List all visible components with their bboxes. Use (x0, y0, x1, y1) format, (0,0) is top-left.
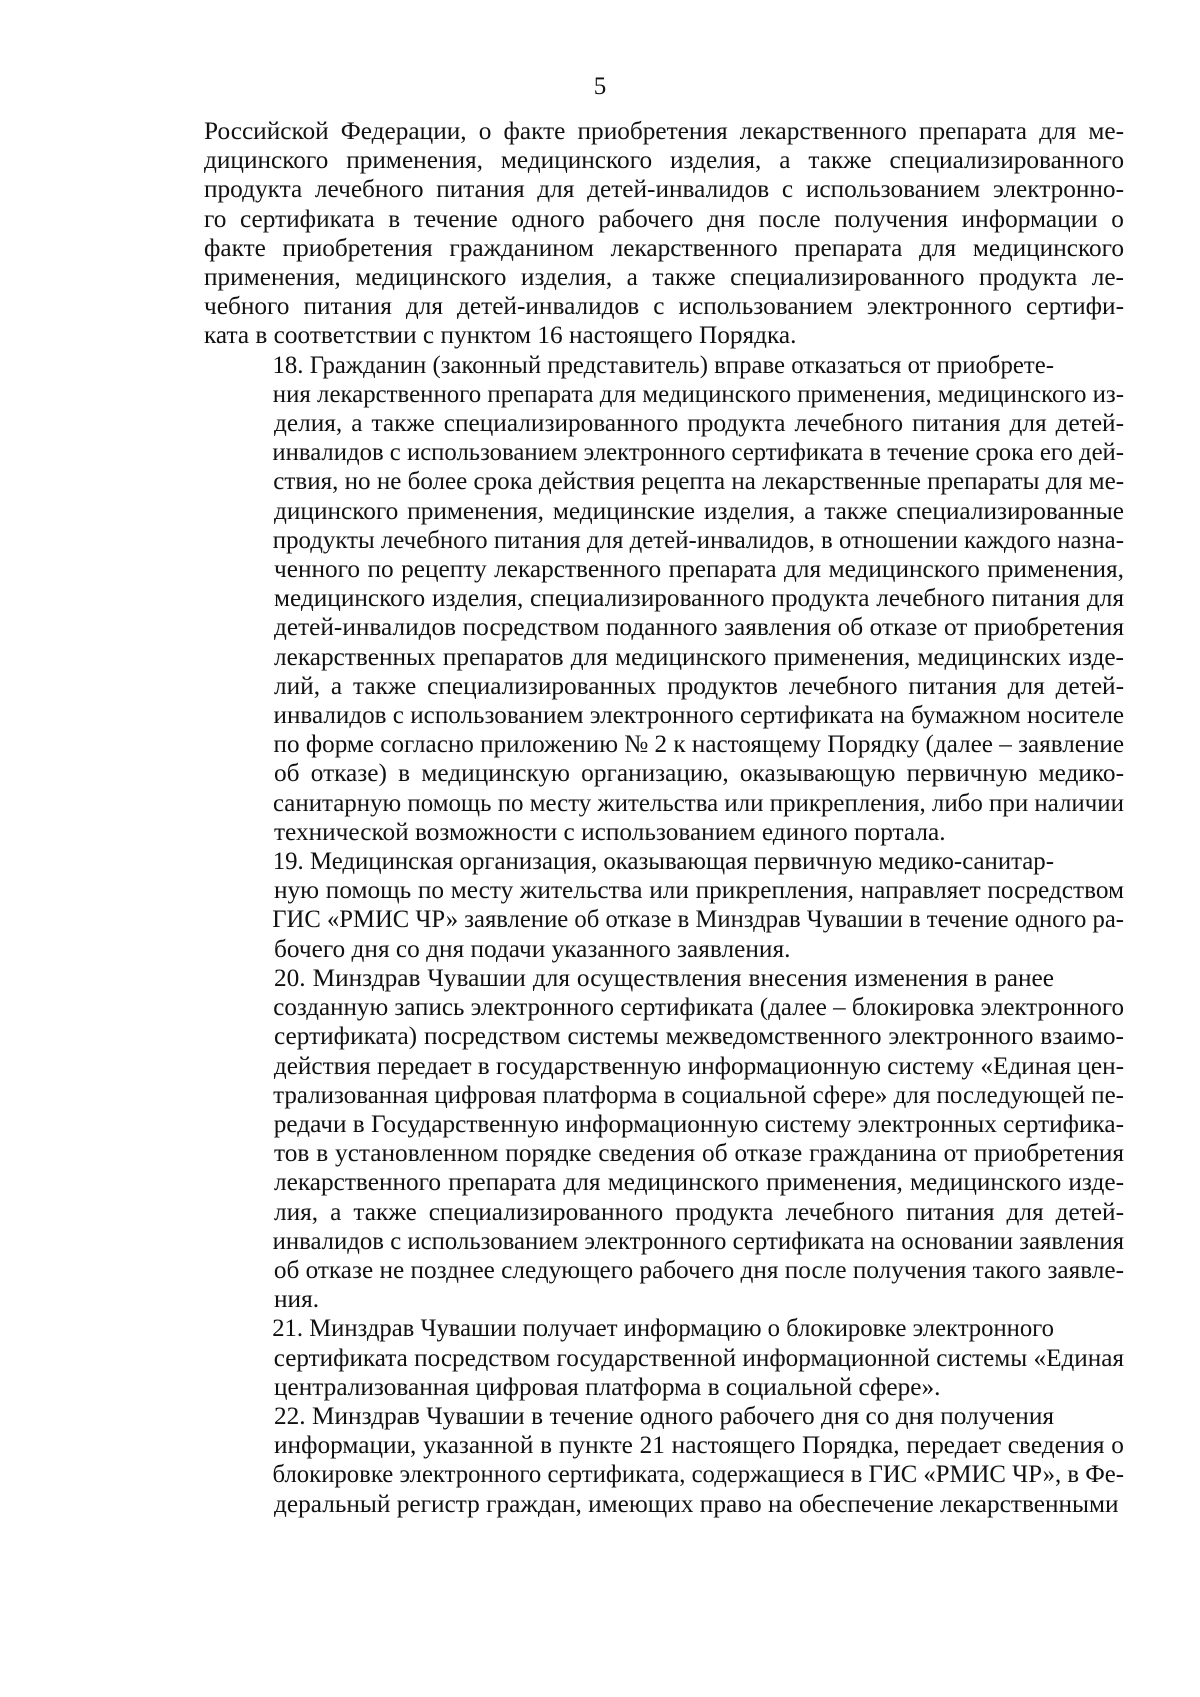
text-line: 20. Минздрав Чувашии для осуществления внесения изменения в ранее (274, 963, 1054, 992)
text-line: чебного питания для детей-инвалидов с использованием электронного сертифи- (204, 292, 1124, 321)
text-line: созданную запись электронного сертификата (далее – блокировка электронного (273, 993, 1125, 1022)
text-line: ния лекарственного препарата для медицинского применения, медицинского из- (272, 379, 1125, 408)
text-line: по форме согласно приложению № 2 к настоящему Порядку (далее – заявление (273, 730, 1125, 759)
text-line: применения, медицинского изделия, а также специализированного продукта ле- (204, 263, 1124, 292)
text-line: ченного по рецепту лекарственного препарата для медицинского применения, (274, 555, 1124, 584)
text-line: факте приобретения гражданином лекарственного препарата для медицинского (204, 233, 1125, 262)
text-line: 21. Минздрав Чувашии получает информацию о блокировке электронного (272, 1314, 1054, 1343)
text-line: дицинского применения, медицинского изделия, а также специализированного (204, 146, 1124, 175)
text-line: информации, указанной в пункте 21 настоящего Порядка, передает сведения о (274, 1431, 1124, 1460)
text-line: ния. (274, 1285, 320, 1314)
paragraph (204, 847, 1124, 964)
text-line: технической возможности с использованием единого портала. (274, 817, 946, 846)
text-line: инвалидов с использованием электронного сертификата в течение срока его дей- (272, 438, 1125, 467)
paragraph (204, 117, 1124, 351)
text-line: ката в соответствии с пунктом 16 настоящего Порядка. (204, 321, 797, 350)
text-line: го сертификата в течение одного рабочего дня после получения информации о (204, 204, 1124, 233)
document-body (204, 117, 1124, 1519)
text-line: медицинского изделия, специализированного продукта лечебного питания для (274, 584, 1124, 613)
text-line: 18. Гражданин (законный представитель) вправе отказаться от приобрете- (272, 350, 1054, 379)
paragraph (204, 964, 1124, 1314)
text-line: 19. Медицинская организация, оказывающая первичную медико-санитар- (272, 847, 1054, 876)
page-number: 5 (593, 73, 607, 100)
text-line: лекарственных препаратов для медицинского применения, медицинских изде- (274, 642, 1124, 671)
text-line: редачи в Государственную информационную систему электронных сертифика- (273, 1109, 1124, 1138)
text-line: дицинского применения, медицинские изделия, а также специализированные (274, 496, 1124, 525)
paragraph (204, 1402, 1124, 1519)
text-line: действия передает в государственную информационную систему «Единая цен- (273, 1051, 1125, 1080)
text-line: трализованная цифровая платформа в социальной сфере» для последующей пе- (273, 1080, 1124, 1109)
text-line: ную помощь по месту жительства или прикрепления, направляет посредством (274, 876, 1125, 905)
text-line: продукта лечебного питания для детей-инвалидов с использованием электронно- (204, 175, 1125, 204)
text-line: инвалидов с использованием электронного сертификата на бумажном носителе (273, 701, 1125, 730)
text-line: санитарную помощь по месту жительства или прикрепления, либо при наличии (272, 788, 1124, 817)
text-line: лий, а также специализированных продуктов лечебного питания для детей- (274, 671, 1125, 700)
text-line: продукты лечебного питания для детей-инвалидов, в отношении каждого назна- (272, 525, 1124, 554)
text-line: 22. Минздрав Чувашии в течение одного рабочего дня со дня получения (274, 1401, 1054, 1430)
text-line: лекарственного препарата для медицинского применения, медицинского изде- (274, 1168, 1124, 1197)
text-line: сертификата) посредством системы межведомственного электронного взаимо- (274, 1022, 1124, 1051)
text-line: деральный регистр граждан, имеющих право на обеспечение лекарственными (274, 1489, 1119, 1518)
text-line: блокировке электронного сертификата, содержащиеся в ГИС «РМИС ЧР», в Фе- (272, 1460, 1124, 1489)
text-line: бочего дня со дня подачи указанного заявления. (274, 934, 791, 963)
text-line: ГИС «РМИС ЧР» заявление об отказе в Минздрав Чувашии в течение одного ра- (272, 905, 1125, 934)
text-line: инвалидов с использованием электронного сертификата на основании заявления (272, 1226, 1125, 1255)
text-line: Российской Федерации, о факте приобретения лекарственного препарата для ме- (204, 117, 1125, 145)
text-line: об отказе не позднее следующего рабочего дня после получения такого заявле- (273, 1255, 1125, 1284)
text-line: тов в установленном порядке сведения об отказе гражданина от приобретения (274, 1139, 1125, 1168)
text-line: ствия, но не более срока действия рецепта на лекарственные препараты для ме- (273, 467, 1125, 496)
text-line: сертификата посредством государственной информационной системы «Единая (273, 1343, 1125, 1372)
text-line: лия, а также специализированного продукта лечебного питания для детей- (274, 1197, 1124, 1226)
paragraph (204, 1314, 1124, 1402)
text-line: детей-инвалидов посредством поданного заявления об отказе от приобретения (274, 613, 1124, 642)
text-line: об отказе) в медицинскую организацию, оказывающую первичную медико- (274, 759, 1125, 788)
text-line: делия, а также специализированного продукта лечебного питания для детей- (274, 409, 1125, 438)
paragraph (204, 351, 1124, 847)
text-line: централизованная цифровая платформа в социальной сфере». (274, 1372, 941, 1401)
